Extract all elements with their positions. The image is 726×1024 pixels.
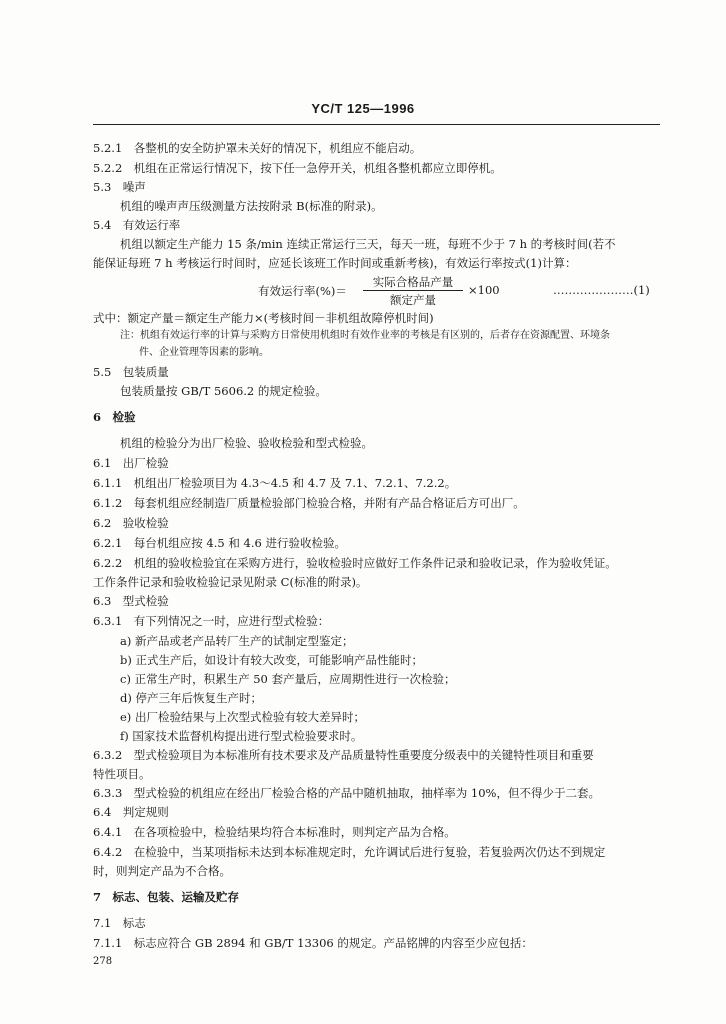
formula-times: ×100 (468, 283, 500, 297)
list-item-b: b) 正式生产后，如设计有较大改变，可能影响产品性能时； (120, 653, 424, 667)
text-inspection: 机组的检验分为出厂检验、验收检验和型式检验。 (120, 436, 373, 450)
clause-6-1: 6.1 出厂检验 (93, 456, 169, 470)
text-efficiency-1: 机组以额定生产能力 15 条/min 连续正常运行三天，每天一班，每班不少于 7 h 的考核时间(若不 (120, 237, 616, 251)
text-packaging: 包装质量按 GB/T 5606.2 的规定检验。 (120, 384, 327, 398)
list-item-f: f) 国家技术监督机构提出进行型式检验要求时。 (120, 729, 363, 743)
clause-6-4: 6.4 判定规则 (93, 805, 169, 819)
clause-6-1-1: 6.1.1 机组出厂检验项目为 4.3～4.5 和 4.7 及 7.1、7.2.1、7.2.2。 (93, 476, 457, 490)
clause-6-4-2: 6.4.2 在检验中，当某项指标未达到本标准规定时，允许调试后进行复验，若复验两次仍达不到规定 (93, 845, 606, 859)
note-2: 件、企业管理等因素的影响。 (139, 347, 269, 358)
clause-6-3-1: 6.3.1 有下列情况之一时，应进行型式检验： (93, 614, 330, 628)
formula-denominator: 额定产量 (390, 293, 436, 307)
text-records: 工作条件记录和验收检验记录见附录 C(标准的附录)。 (93, 575, 368, 589)
section-6: 6 检验 (93, 410, 136, 424)
clause-6-3: 6.3 型式检验 (93, 594, 169, 608)
text-key-items: 特性项目。 (93, 767, 151, 781)
note-1: 注：机组有效运行率的计算与采购方日常使用机组时有效作业率的考核是有区别的，后者存在资源配置、环境条 (120, 330, 610, 341)
page-number: 278 (93, 956, 113, 967)
clause-5-2-2: 5.2.2 机组在正常运行情况下，按下任一急停开关，机组各整机都应立即停机。 (93, 161, 502, 175)
clause-6-3-2: 6.3.2 型式检验项目为本标准所有技术要求及产品质量特性重要度分级表中的关键特性项目和重要 (93, 748, 594, 762)
clause-5-2-1: 5.2.1 各整机的安全防护罩未关好的情况下，机组应不能启动。 (93, 141, 422, 155)
text-efficiency-2: 能保证每班 7 h 考核运行时间时，应延长该班工作时间或重新考核)，有效运行率按式(1)计算： (93, 256, 577, 270)
section-7: 7 标志、包装、运输及贮存 (93, 890, 240, 904)
formula-eqno: …………………(1) (553, 283, 650, 297)
clause-7-1-1: 7.1.1 标志应符合 GB 2894 和 GB/T 13306 的规定。产品铭牌的内容至少应包括： (93, 936, 533, 950)
clause-6-2-1: 6.2.1 每台机组应按 4.5 和 4.6 进行验收检验。 (93, 536, 346, 550)
fraction-bar (363, 290, 463, 291)
clause-6-2: 6.2 验收检验 (93, 516, 169, 530)
list-item-a: a) 新产品或老产品转厂生产的试制定型鉴定； (120, 634, 354, 648)
list-item-c: c) 正常生产时，积累生产 50 套产量后，应周期性进行一次检验； (120, 672, 456, 686)
clause-5-3: 5.3 噪声 (93, 180, 146, 194)
formula-numerator: 实际合格品产量 (372, 275, 454, 289)
clause-6-3-3: 6.3.3 型式检验的机组应在经出厂检验合格的产品中随机抽取，抽样率为 10%，但不得少于二套。 (93, 786, 600, 800)
page-header: YC/T 125—1996 (311, 101, 415, 116)
clause-6-1-2: 6.1.2 每套机组应经制造厂质量检验部门检验合格，并附有产品合格证后方可出厂。 (93, 496, 525, 510)
list-item-e: e) 出厂检验结果与上次型式检验有较大差异时； (120, 710, 365, 724)
text-judgement: 时，则判定产品为不合格。 (93, 864, 231, 878)
clause-5-5: 5.5 包装质量 (93, 365, 169, 379)
header-rule (93, 124, 660, 125)
text-noise: 机组的噪声声压级测量方法按附录 B(标准的附录)。 (120, 199, 383, 213)
formula-where: 式中：额定产量＝额定生产能力×(考核时间－非机组故障停机时间) (93, 311, 434, 325)
clause-5-4: 5.4 有效运行率 (93, 218, 181, 232)
formula-lhs: 有效运行率(%)＝ (258, 284, 347, 298)
clause-6-4-1: 6.4.1 在各项检验中，检验结果均符合本标准时，则判定产品为合格。 (93, 825, 456, 839)
list-item-d: d) 停产三年后恢复生产时； (120, 691, 263, 705)
clause-7-1: 7.1 标志 (93, 916, 146, 930)
clause-6-2-2: 6.2.2 机组的验收检验宜在采购方进行，验收检验时应做好工作条件记录和验收记录，作为验收凭证。 (93, 556, 617, 570)
